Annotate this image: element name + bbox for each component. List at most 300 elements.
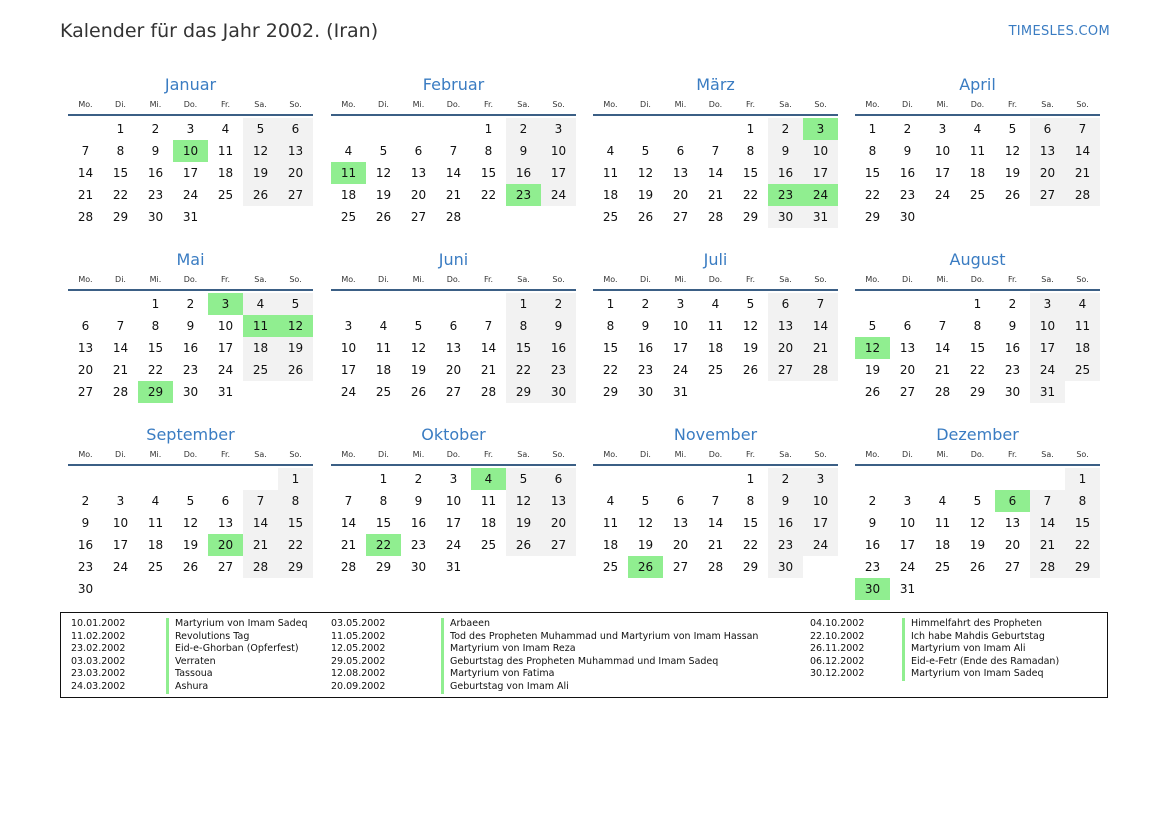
weekday-label: Mi.	[674, 275, 687, 284]
holiday-day-cell: 10	[173, 140, 208, 162]
empty-cell	[173, 468, 208, 490]
day-cell: 12	[1004, 144, 1021, 158]
day-cell: 11	[480, 494, 497, 508]
empty-cell	[663, 468, 698, 490]
weekday-label: Fr.	[483, 450, 494, 459]
day-cell: 8	[116, 144, 125, 158]
day-cell: 19	[969, 538, 986, 552]
day-cell: 5	[506, 468, 541, 490]
weekday-label: Fr.	[483, 100, 494, 109]
day-cell: 29	[864, 210, 881, 224]
day-cell: 29	[375, 560, 392, 574]
weekday-label: Sa.	[517, 275, 530, 284]
day-cell: 1	[746, 122, 755, 136]
day-cell: 18	[340, 188, 357, 202]
day-cell: 27	[672, 560, 689, 574]
month-juli	[593, 249, 838, 403]
day-cell: 4	[221, 122, 230, 136]
day-cell: 7	[344, 494, 353, 508]
holiday-entry	[331, 618, 758, 631]
brand-link[interactable]: TIMESLES.COM	[1008, 24, 1110, 39]
empty-cell	[243, 468, 278, 490]
day-cell: 19	[506, 512, 541, 534]
day-cell: 27	[768, 359, 803, 381]
holiday-entry	[331, 681, 758, 694]
day-cell: 15	[278, 512, 313, 534]
holiday-date: 06.12.2002	[810, 655, 865, 667]
weekday-label: Di.	[902, 450, 913, 459]
holiday-day-cell: 6	[995, 490, 1030, 512]
day-cell: 15	[742, 516, 759, 530]
day-cell: 6	[676, 144, 685, 158]
holiday-name: Arbaeen	[441, 618, 490, 631]
weekday-label: Di.	[378, 100, 389, 109]
month-september	[68, 424, 313, 600]
holiday-day-cell: 4	[471, 468, 506, 490]
weekday-header	[855, 448, 1100, 462]
empty-cell	[698, 468, 733, 490]
weekday-label: So.	[814, 275, 827, 284]
day-cell: 20	[1030, 162, 1065, 184]
day-cell: 18	[375, 363, 392, 377]
day-cell: 23	[1004, 363, 1021, 377]
day-cell: 3	[344, 319, 353, 333]
day-cell: 8	[606, 319, 615, 333]
empty-cell	[208, 468, 243, 490]
day-cell: 13	[410, 166, 427, 180]
holiday-column-3	[810, 618, 1059, 681]
day-cell: 12	[742, 319, 759, 333]
day-cell: 2	[768, 118, 803, 140]
weekday-label: Mo.	[341, 275, 356, 284]
empty-cell	[68, 118, 103, 140]
holiday-date: 11.02.2002	[71, 630, 126, 642]
day-cell: 3	[116, 494, 125, 508]
day-cell: 12	[637, 516, 654, 530]
day-cell: 16	[541, 337, 576, 359]
empty-cell	[925, 293, 960, 315]
day-cell: 6	[449, 319, 458, 333]
day-cell: 25	[1065, 359, 1100, 381]
holiday-date: 11.05.2002	[331, 630, 386, 642]
day-cell: 29	[506, 381, 541, 403]
day-cell: 2	[768, 468, 803, 490]
day-cell: 30	[1004, 385, 1021, 399]
day-cell: 28	[112, 385, 129, 399]
day-cell: 13	[1030, 140, 1065, 162]
holiday-entry	[71, 668, 308, 681]
weekday-label: Sa.	[1041, 275, 1054, 284]
day-cell: 7	[1065, 118, 1100, 140]
day-cell: 10	[1030, 315, 1065, 337]
day-cell: 8	[1065, 490, 1100, 512]
day-cell: 12	[410, 341, 427, 355]
day-cell: 24	[1030, 359, 1065, 381]
day-cell: 28	[445, 210, 462, 224]
day-cell: 3	[449, 472, 458, 486]
day-cell: 24	[899, 560, 916, 574]
weekday-label: Sa.	[1041, 450, 1054, 459]
day-cell: 21	[243, 534, 278, 556]
day-cell: 14	[1065, 140, 1100, 162]
header-rule	[331, 114, 576, 116]
day-cell: 21	[803, 337, 838, 359]
weekday-label: Mo.	[78, 275, 93, 284]
holiday-name: Ich habe Mahdis Geburtstag	[902, 631, 1045, 644]
day-cell: 20	[410, 188, 427, 202]
day-cell: 2	[641, 297, 650, 311]
weekday-label: Fr.	[1007, 100, 1018, 109]
empty-cell	[103, 468, 138, 490]
weekday-label: So.	[814, 450, 827, 459]
day-cell: 22	[602, 363, 619, 377]
day-cell: 30	[768, 206, 803, 228]
weekday-label: So.	[289, 450, 302, 459]
weekday-label: Di.	[115, 275, 126, 284]
day-grid	[593, 468, 838, 578]
day-cell: 28	[77, 210, 94, 224]
day-cell: 16	[147, 166, 164, 180]
empty-cell	[593, 118, 628, 140]
month-name: September	[146, 425, 235, 444]
weekday-label: Mi.	[936, 100, 949, 109]
weekday-header	[855, 98, 1100, 112]
day-cell: 16	[182, 341, 199, 355]
empty-cell	[855, 468, 890, 490]
day-cell: 19	[1004, 166, 1021, 180]
weekday-label: Di.	[640, 100, 651, 109]
holiday-date: 23.03.2002	[71, 668, 126, 680]
day-cell: 23	[899, 188, 916, 202]
day-cell: 16	[637, 341, 654, 355]
day-cell: 3	[676, 297, 685, 311]
weekday-label: Mi.	[412, 450, 425, 459]
day-cell: 30	[147, 210, 164, 224]
day-cell: 18	[217, 166, 234, 180]
weekday-label: Di.	[115, 450, 126, 459]
day-cell: 15	[480, 166, 497, 180]
day-cell: 1	[506, 293, 541, 315]
holiday-day-cell: 23	[768, 184, 803, 206]
day-grid	[331, 468, 576, 578]
weekday-header	[331, 273, 576, 287]
day-cell: 28	[1030, 556, 1065, 578]
day-cell: 31	[217, 385, 234, 399]
empty-cell	[628, 118, 663, 140]
day-cell: 9	[903, 144, 912, 158]
weekday-label: Do.	[183, 275, 198, 284]
holiday-day-cell: 12	[278, 315, 313, 337]
empty-cell	[890, 468, 925, 490]
month-märz	[593, 74, 838, 228]
day-cell: 9	[506, 140, 541, 162]
day-cell: 31	[1030, 381, 1065, 403]
day-cell: 19	[637, 538, 654, 552]
day-cell: 16	[410, 516, 427, 530]
holiday-entry	[71, 681, 308, 694]
weekday-label: Mi.	[674, 100, 687, 109]
day-cell: 27	[899, 385, 916, 399]
day-grid	[331, 118, 576, 228]
day-cell: 14	[1030, 512, 1065, 534]
day-cell: 11	[602, 166, 619, 180]
holiday-entry	[71, 631, 308, 644]
weekday-label: Di.	[902, 100, 913, 109]
day-cell: 12	[182, 516, 199, 530]
holiday-day-cell: 3	[803, 118, 838, 140]
day-cell: 14	[243, 512, 278, 534]
empty-cell	[698, 118, 733, 140]
day-cell: 26	[410, 385, 427, 399]
holiday-entry	[331, 643, 758, 656]
day-cell: 2	[868, 494, 877, 508]
weekday-label: Do.	[446, 275, 461, 284]
holiday-name: Eid-e-Ghorban (Opferfest)	[166, 643, 299, 656]
holiday-entry	[810, 656, 1059, 669]
weekday-label: Do.	[708, 100, 723, 109]
empty-cell	[1030, 468, 1065, 490]
holiday-date: 12.08.2002	[331, 668, 386, 680]
weekday-header	[593, 273, 838, 287]
weekday-label: Mo.	[78, 100, 93, 109]
day-cell: 13	[77, 341, 94, 355]
day-cell: 24	[445, 538, 462, 552]
weekday-label: Mi.	[674, 450, 687, 459]
day-cell: 24	[112, 560, 129, 574]
holiday-date: 26.11.2002	[810, 643, 865, 655]
day-cell: 22	[969, 363, 986, 377]
day-cell: 21	[1065, 162, 1100, 184]
day-cell: 18	[707, 341, 724, 355]
holiday-date: 20.09.2002	[331, 680, 386, 692]
day-cell: 26	[506, 534, 541, 556]
day-cell: 14	[77, 166, 94, 180]
day-cell: 21	[340, 538, 357, 552]
day-cell: 21	[77, 188, 94, 202]
day-cell: 10	[803, 490, 838, 512]
empty-cell	[138, 468, 173, 490]
day-cell: 17	[340, 363, 357, 377]
month-name: Mai	[176, 250, 205, 269]
day-cell: 14	[480, 341, 497, 355]
holiday-day-cell: 23	[506, 184, 541, 206]
weekday-label: Do.	[183, 100, 198, 109]
weekday-label: Mo.	[865, 275, 880, 284]
day-cell: 19	[410, 363, 427, 377]
holiday-name: Geburtstag des Propheten Muhammad und Imam Sadeq	[441, 656, 718, 669]
weekday-label: Mi.	[149, 450, 162, 459]
day-cell: 29	[602, 385, 619, 399]
weekday-label: Fr.	[483, 275, 494, 284]
header-rule	[331, 464, 576, 466]
weekday-header	[68, 273, 313, 287]
day-cell: 25	[375, 385, 392, 399]
day-cell: 15	[1065, 512, 1100, 534]
page-title: Kalender für das Jahr 2002. (Iran)	[60, 20, 379, 42]
day-cell: 13	[899, 341, 916, 355]
day-cell: 25	[480, 538, 497, 552]
day-cell: 3	[938, 122, 947, 136]
day-cell: 17	[672, 341, 689, 355]
weekday-label: Do.	[708, 275, 723, 284]
holiday-name: Martyrium von Fatima	[441, 668, 554, 681]
weekday-label: Mo.	[603, 100, 618, 109]
day-cell: 20	[541, 512, 576, 534]
weekday-label: Sa.	[517, 450, 530, 459]
day-cell: 15	[602, 341, 619, 355]
day-cell: 16	[899, 166, 916, 180]
holiday-date: 04.10.2002	[810, 618, 865, 629]
weekday-label: Do.	[708, 450, 723, 459]
day-cell: 28	[340, 560, 357, 574]
day-cell: 25	[934, 560, 951, 574]
header-rule	[68, 464, 313, 466]
day-cell: 9	[1008, 319, 1017, 333]
holiday-date: 29.05.2002	[331, 655, 386, 667]
day-grid	[68, 468, 313, 600]
day-cell: 26	[1004, 188, 1021, 202]
day-cell: 10	[112, 516, 129, 530]
holiday-entry	[71, 643, 308, 656]
day-grid	[855, 293, 1100, 403]
day-cell: 25	[243, 359, 278, 381]
month-oktober	[331, 424, 576, 578]
holiday-entry	[71, 656, 308, 669]
holiday-entry	[331, 656, 758, 669]
weekday-label: Sa.	[517, 100, 530, 109]
holiday-date: 22.10.2002	[810, 630, 865, 642]
day-cell: 5	[746, 297, 755, 311]
day-cell: 19	[243, 162, 278, 184]
holiday-entry	[810, 618, 1059, 631]
weekday-label: Mi.	[412, 100, 425, 109]
day-cell: 26	[969, 560, 986, 574]
day-cell: 14	[112, 341, 129, 355]
empty-cell	[471, 293, 506, 315]
holiday-date: 24.03.2002	[71, 680, 126, 692]
day-cell: 28	[707, 210, 724, 224]
day-cell: 2	[1008, 297, 1017, 311]
weekday-label: Di.	[902, 275, 913, 284]
day-cell: 5	[186, 494, 195, 508]
weekday-label: Fr.	[745, 100, 756, 109]
day-cell: 18	[243, 337, 278, 359]
day-cell: 13	[217, 516, 234, 530]
day-cell: 11	[375, 341, 392, 355]
day-cell: 31	[899, 582, 916, 596]
day-cell: 14	[707, 516, 724, 530]
holiday-name: Martyrium von Imam Ali	[902, 643, 1026, 656]
day-cell: 26	[278, 359, 313, 381]
day-cell: 28	[803, 359, 838, 381]
day-cell: 9	[81, 516, 90, 530]
day-grid	[593, 293, 838, 403]
empty-cell	[436, 293, 471, 315]
day-cell: 30	[410, 560, 427, 574]
month-mai	[68, 249, 313, 403]
weekday-label: Fr.	[745, 450, 756, 459]
day-cell: 3	[541, 118, 576, 140]
day-cell: 8	[868, 144, 877, 158]
day-cell: 8	[484, 144, 493, 158]
day-cell: 27	[541, 534, 576, 556]
day-cell: 4	[938, 494, 947, 508]
day-cell: 19	[637, 188, 654, 202]
day-cell: 12	[969, 516, 986, 530]
day-cell: 6	[414, 144, 423, 158]
empty-cell	[401, 118, 436, 140]
day-cell: 6	[221, 494, 230, 508]
day-cell: 15	[742, 166, 759, 180]
holiday-list	[60, 612, 1108, 698]
day-cell: 9	[768, 490, 803, 512]
day-cell: 27	[77, 385, 94, 399]
holiday-day-cell: 22	[366, 534, 401, 556]
weekday-header	[855, 273, 1100, 287]
holiday-day-cell: 3	[208, 293, 243, 315]
day-cell: 1	[973, 297, 982, 311]
empty-cell	[331, 468, 366, 490]
day-cell: 28	[243, 556, 278, 578]
day-cell: 11	[707, 319, 724, 333]
holiday-entry	[331, 668, 758, 681]
day-cell: 4	[606, 494, 615, 508]
day-cell: 9	[541, 315, 576, 337]
day-cell: 23	[77, 560, 94, 574]
day-cell: 2	[186, 297, 195, 311]
day-cell: 17	[217, 341, 234, 355]
weekday-header	[68, 448, 313, 462]
day-cell: 4	[973, 122, 982, 136]
day-cell: 17	[445, 516, 462, 530]
day-cell: 20	[278, 162, 313, 184]
holiday-name: Martyrium von Imam Reza	[441, 643, 576, 656]
day-cell: 30	[768, 556, 803, 578]
day-cell: 18	[602, 188, 619, 202]
day-cell: 4	[606, 144, 615, 158]
day-cell: 19	[864, 363, 881, 377]
day-cell: 9	[186, 319, 195, 333]
day-cell: 12	[637, 166, 654, 180]
day-cell: 25	[217, 188, 234, 202]
day-cell: 18	[480, 516, 497, 530]
day-cell: 29	[1065, 556, 1100, 578]
day-cell: 22	[742, 188, 759, 202]
holiday-entry	[810, 643, 1059, 656]
day-cell: 31	[803, 206, 838, 228]
day-cell: 2	[506, 118, 541, 140]
day-cell: 10	[217, 319, 234, 333]
day-cell: 7	[1030, 490, 1065, 512]
day-cell: 13	[1004, 516, 1021, 530]
day-cell: 7	[243, 490, 278, 512]
day-cell: 13	[672, 166, 689, 180]
day-cell: 6	[278, 118, 313, 140]
day-cell: 12	[506, 490, 541, 512]
weekday-label: So.	[289, 100, 302, 109]
header-rule	[855, 464, 1100, 466]
holiday-entry	[810, 668, 1059, 681]
day-cell: 21	[1030, 534, 1065, 556]
weekday-label: Mo.	[341, 450, 356, 459]
day-cell: 15	[969, 341, 986, 355]
day-cell: 5	[868, 319, 877, 333]
day-cell: 1	[278, 468, 313, 490]
holiday-name: Martyrium von Imam Sadeq	[902, 668, 1044, 681]
weekday-label: Sa.	[1041, 100, 1054, 109]
holiday-name: Ashura	[166, 681, 208, 694]
day-cell: 27	[1030, 184, 1065, 206]
